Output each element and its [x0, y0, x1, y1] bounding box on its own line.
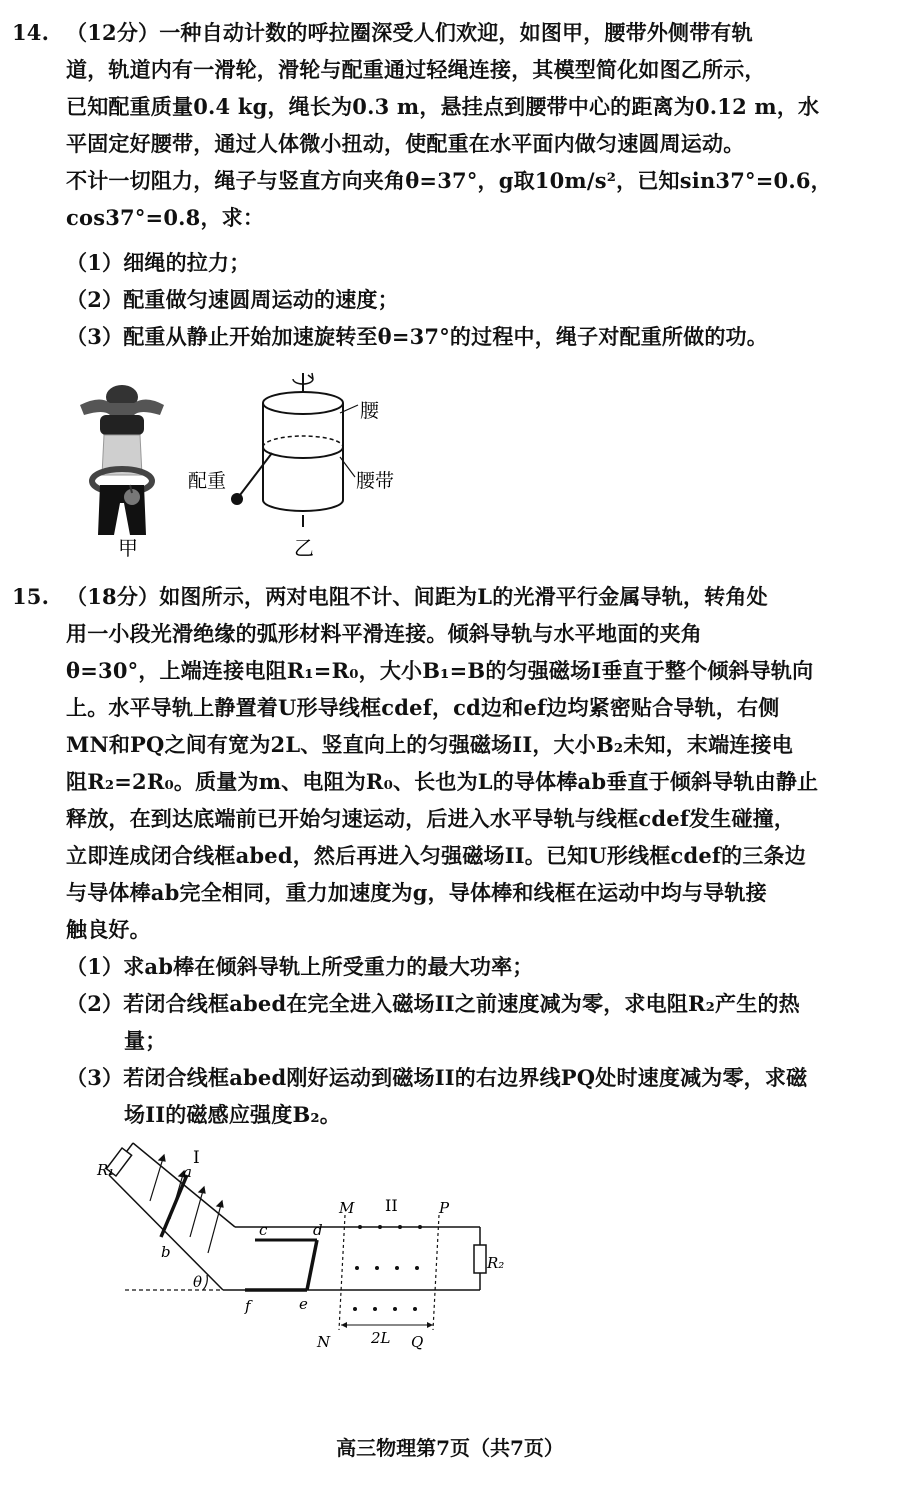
figure-rails	[95, 1135, 515, 1360]
label-n: N	[317, 1333, 331, 1351]
q15-sub-2-cont: 量；	[124, 1028, 167, 1053]
label-b: b	[161, 1243, 171, 1261]
q15-sub-3-cont: 场II的磁感应强度B₂。	[124, 1102, 341, 1127]
fig-jia-label: 甲	[118, 536, 138, 560]
resistor-r2	[474, 1245, 486, 1273]
q14-line-6: cos37°=0.8，求：	[66, 205, 265, 230]
incline-rail-bottom	[109, 1175, 223, 1290]
label-r2: R₂	[487, 1254, 505, 1272]
label-q: Q	[411, 1333, 424, 1351]
frame-de	[307, 1240, 317, 1290]
counterweight	[231, 493, 243, 505]
label-r1: R₁	[97, 1161, 115, 1179]
fig-yi-belt-label: 腰带	[356, 470, 395, 492]
q14-sub-1: （1）细绳的拉力；	[66, 250, 251, 275]
boundary-mn	[339, 1215, 345, 1330]
q15-line-2: 用一小段光滑绝缘的弧形材料平滑连接。倾斜导轨与水平地面的夹角	[66, 621, 702, 646]
theta-arc	[203, 1275, 207, 1290]
fig-yi-weight-label: 配重	[188, 470, 227, 492]
q15-line-4: 上。水平导轨上静置着U形导线框cdef，cd边和ef边均紧密贴合导轨，右侧	[66, 695, 780, 720]
bar-ab	[161, 1175, 187, 1237]
label-d: d	[313, 1221, 323, 1239]
label-f: f	[245, 1297, 251, 1315]
label-field-1: I	[193, 1148, 200, 1168]
fig-yi-waist-label: 腰	[360, 400, 380, 422]
label-m: M	[339, 1199, 355, 1217]
q15-line-3: θ=30°，上端连接电阻R₁=R₀，大小B₁=B的匀强磁场I垂直于整个倾斜导轨向	[66, 658, 814, 683]
field-2-dots	[353, 1225, 422, 1311]
q14-line-5: 不计一切阻力，绳子与竖直方向夹角θ=37°，g取10m/s²，已知sin37°=0.6，	[66, 168, 832, 193]
figure-jia	[70, 385, 190, 565]
label-width: 2L	[371, 1329, 391, 1347]
q14-line-3: 已知配重质量0.4 kg，绳长为0.3 m，悬挂点到腰带中心的距离为0.12 m，水	[66, 94, 820, 119]
q14-line-4: 平固定好腰带，通过人体微小扭动，使配重在水平面内做匀速圆周运动。	[66, 131, 745, 156]
label-field-2: II	[385, 1196, 398, 1215]
q15-sub-1: （1）求ab棒在倾斜导轨上所受重力的最大功率；	[66, 954, 534, 979]
rope	[240, 453, 272, 495]
person-silhouette	[80, 385, 164, 535]
q15-line-10: 触良好。	[66, 917, 151, 942]
label-c: c	[259, 1221, 268, 1239]
label-a: a	[183, 1163, 192, 1181]
q14-line-2: 道，轨道内有一滑轮，滑轮与配重通过轻绳连接，其模型简化如图乙所示，	[66, 57, 766, 82]
label-theta: θ	[193, 1273, 203, 1291]
q15-line-8: 立即连成闭合线框abed，然后再进入匀强磁场II。已知U形线框cdef的三条边	[66, 843, 806, 868]
q14-sub-2: （2）配重做匀速圆周运动的速度；	[66, 287, 399, 312]
q15-line-1: 15. （18分）如图所示，两对电阻不计、间距为L的光滑平行金属导轨，转角处	[12, 578, 827, 615]
q15-line-9: 与导体棒ab完全相同，重力加速度为g，导体棒和线框在运动中均与导轨接	[66, 880, 767, 905]
label-e: e	[299, 1295, 308, 1313]
boundary-pq	[433, 1215, 439, 1330]
q14-line-1: 14. （12分）一种自动计数的呼拉圈深受人们欢迎，如图甲，腰带外侧带有轨	[12, 14, 827, 51]
page-footer: 高三物理第7页（共7页）	[336, 1436, 564, 1460]
waist-cylinder	[263, 392, 343, 511]
label-p: P	[439, 1199, 450, 1217]
q14-number: 14.	[12, 20, 50, 45]
rotation-axis	[293, 373, 313, 527]
fig-yi-label: 乙	[294, 536, 314, 560]
figure-yi	[180, 365, 420, 565]
q14-sub-3: （3）配重从静止开始加速旋转至θ=37°的过程中，绳子对配重所做的功。	[66, 324, 768, 349]
q15-line-7: 释放，在到达底端前已开始匀速运动，后进入水平导轨与线框cdef发生碰撞，	[66, 806, 796, 831]
q15-line-5: MN和PQ之间有宽为2L、竖直向上的匀强磁场II，大小B₂未知，末端连接电	[66, 732, 793, 757]
q15-line-6: 阻R₂=2R₀。质量为m、电阻为R₀、长也为L的导体棒ab垂直于倾斜导轨由静止	[66, 769, 819, 794]
q15-sub-3: （3）若闭合线框abed刚好运动到磁场II的右边界线PQ处时速度减为零，求磁	[66, 1065, 808, 1090]
q15-sub-2: （2）若闭合线框abed在完全进入磁场II之前速度减为零，求电阻R₂产生的热	[66, 991, 800, 1016]
q15-number: 15.	[12, 584, 50, 609]
